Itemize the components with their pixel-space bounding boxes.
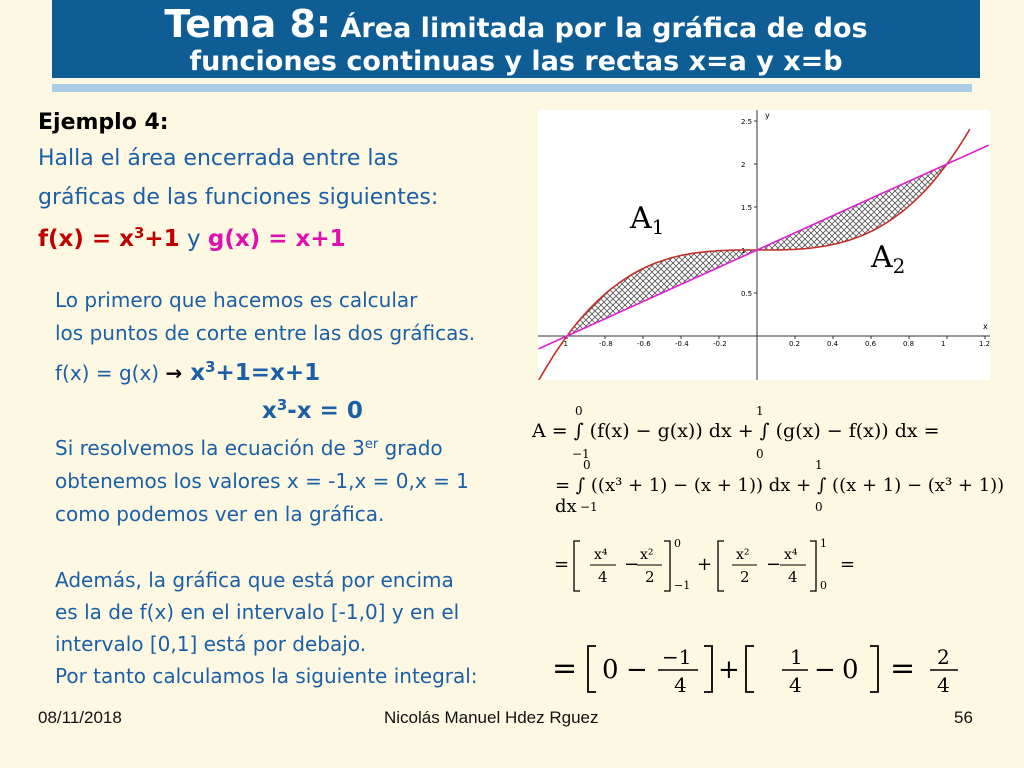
- functions-line: [38, 224, 346, 252]
- y-tick-label: 1: [741, 247, 746, 255]
- x-tick-label: 0.4: [827, 340, 839, 348]
- svg-text:+: +: [697, 554, 713, 575]
- x-tick-label: -0.8: [599, 340, 613, 348]
- formula-row1: A = ∫ (f(x) − g(x)) dx + ∫ (g(x) − f(x)) dx =: [532, 420, 940, 442]
- footer-page-number: 56: [954, 708, 973, 727]
- svg-text:x⁴: x⁴: [594, 547, 608, 563]
- limit-lower: −1: [572, 447, 590, 461]
- svg-text:0: 0: [602, 655, 619, 685]
- title-tema: Tema 8:: [164, 2, 332, 46]
- title-line1-rest: Área limitada por la gráfica de dos: [331, 13, 868, 44]
- svg-text:=: =: [552, 651, 578, 686]
- x-tick-label: -0.6: [637, 340, 651, 348]
- explanation-line2: los puntos de corte entre las dos gráficas.: [55, 321, 476, 345]
- equation-line: $f(x) = g(x) \to x^3+1=x+1$: [55, 358, 321, 387]
- svg-text:x²: x²: [736, 547, 750, 563]
- y-tick-label: 0.5: [741, 290, 753, 298]
- y-tick-label: 2.5: [741, 118, 753, 126]
- formula-row3: [552, 535, 912, 597]
- svg-text:=: =: [840, 554, 856, 575]
- explanation-line8: intervalo [0,1] está por debajo.: [55, 632, 367, 656]
- f-function: $f(x) = x^3+1$: [38, 224, 180, 253]
- formula-row2: = ∫ ((x³ + 1) − (x + 1)) dx + ∫ ((x + 1) − (x³ + 1)) dx: [555, 475, 1005, 517]
- limit-lower: 0: [815, 500, 823, 514]
- svg-text:=: =: [890, 651, 916, 686]
- x-tick-label: 1: [941, 340, 946, 348]
- formula-row4: [552, 638, 972, 700]
- example-label: Ejemplo 4:: [38, 110, 169, 135]
- svg-text:4: 4: [788, 568, 798, 586]
- x-tick-label: 1.2: [979, 340, 990, 348]
- svg-text:2: 2: [740, 568, 750, 586]
- y-tick-label: 1.5: [741, 204, 753, 212]
- svg-text:−1: −1: [674, 579, 691, 592]
- explanation-line9: Por tanto calculamos la siguiente integral:: [55, 664, 478, 688]
- explanation-line7: es la de f(x) en el intervalo [-1,0] y en el: [55, 600, 460, 624]
- x-tick-label: -0.4: [675, 340, 689, 348]
- footer-date: 08/11/2018: [38, 708, 122, 727]
- svg-text:−1: −1: [662, 645, 692, 669]
- svg-text:=: =: [554, 554, 570, 575]
- function-graph: [538, 110, 990, 380]
- label-a2: $A_2$: [871, 240, 906, 278]
- x-tick-label: 0.6: [865, 340, 877, 348]
- svg-text:1: 1: [790, 645, 803, 669]
- svg-text:4: 4: [789, 673, 802, 697]
- svg-text:−: −: [814, 655, 836, 685]
- limit-upper: 1: [756, 404, 764, 418]
- graph-svg: [538, 110, 990, 380]
- y-axis-label: y: [765, 111, 770, 120]
- explanation-line5: como podemos ver en la gráfica.: [55, 502, 385, 526]
- explanation-line1: Lo primero que hacemos es calcular: [55, 288, 418, 312]
- slide-title-line1: [52, 2, 980, 46]
- svg-text:0: 0: [842, 655, 859, 685]
- limit-lower: −1: [580, 500, 598, 514]
- svg-text:4: 4: [598, 568, 608, 586]
- svg-text:0: 0: [674, 537, 681, 550]
- explanation-line6: Además, la gráfica que está por encima: [55, 568, 454, 592]
- x-axis-label: x: [983, 322, 988, 331]
- arrow-icon: →: [165, 361, 183, 386]
- svg-text:0: 0: [820, 579, 827, 592]
- svg-text:x²: x²: [640, 547, 654, 563]
- y-tick-label: 2: [741, 161, 746, 169]
- title-divider: [52, 84, 972, 92]
- x-tick-label: 0.2: [789, 340, 801, 348]
- equation-reduced: $x^3-x = 0$: [262, 396, 363, 425]
- svg-text:+: +: [718, 655, 740, 685]
- and-word: y: [179, 226, 208, 253]
- x-tick-label: 0.8: [903, 340, 915, 348]
- limit-lower: 0: [756, 447, 764, 461]
- svg-text:x⁴: x⁴: [784, 547, 798, 563]
- svg-text:4: 4: [937, 673, 950, 697]
- svg-text:2: 2: [645, 568, 655, 586]
- explanation-line4: obtenemos los valores x = -1,x = 0,x = 1: [55, 469, 469, 493]
- label-a1: $A_1$: [630, 201, 665, 239]
- x-tick-label: -0.2: [713, 340, 727, 348]
- explanation-line3: Si resolvemos la ecuación de 3er grado: [55, 436, 443, 460]
- svg-text:1: 1: [820, 537, 827, 550]
- svg-text:4: 4: [674, 673, 687, 697]
- limit-upper: 0: [583, 458, 591, 472]
- x-tick-label: -1: [561, 340, 568, 348]
- slide-title-line2: funciones continuas y las rectas x=a y x=b: [189, 46, 843, 77]
- svg-text:−: −: [626, 655, 648, 685]
- svg-text:−: −: [766, 554, 782, 575]
- svg-text:2: 2: [937, 645, 950, 669]
- question-line2: gráficas de las funciones siguientes:: [38, 185, 439, 210]
- limit-upper: 1: [815, 458, 823, 472]
- g-line: [539, 145, 989, 349]
- svg-text:−: −: [624, 554, 640, 575]
- question-line1: Halla el área encerrada entre las: [38, 146, 399, 171]
- footer-author: Nicolás Manuel Hdez Rguez: [384, 708, 599, 727]
- limit-upper: 0: [575, 404, 583, 418]
- g-function: g(x) = x+1: [207, 226, 346, 253]
